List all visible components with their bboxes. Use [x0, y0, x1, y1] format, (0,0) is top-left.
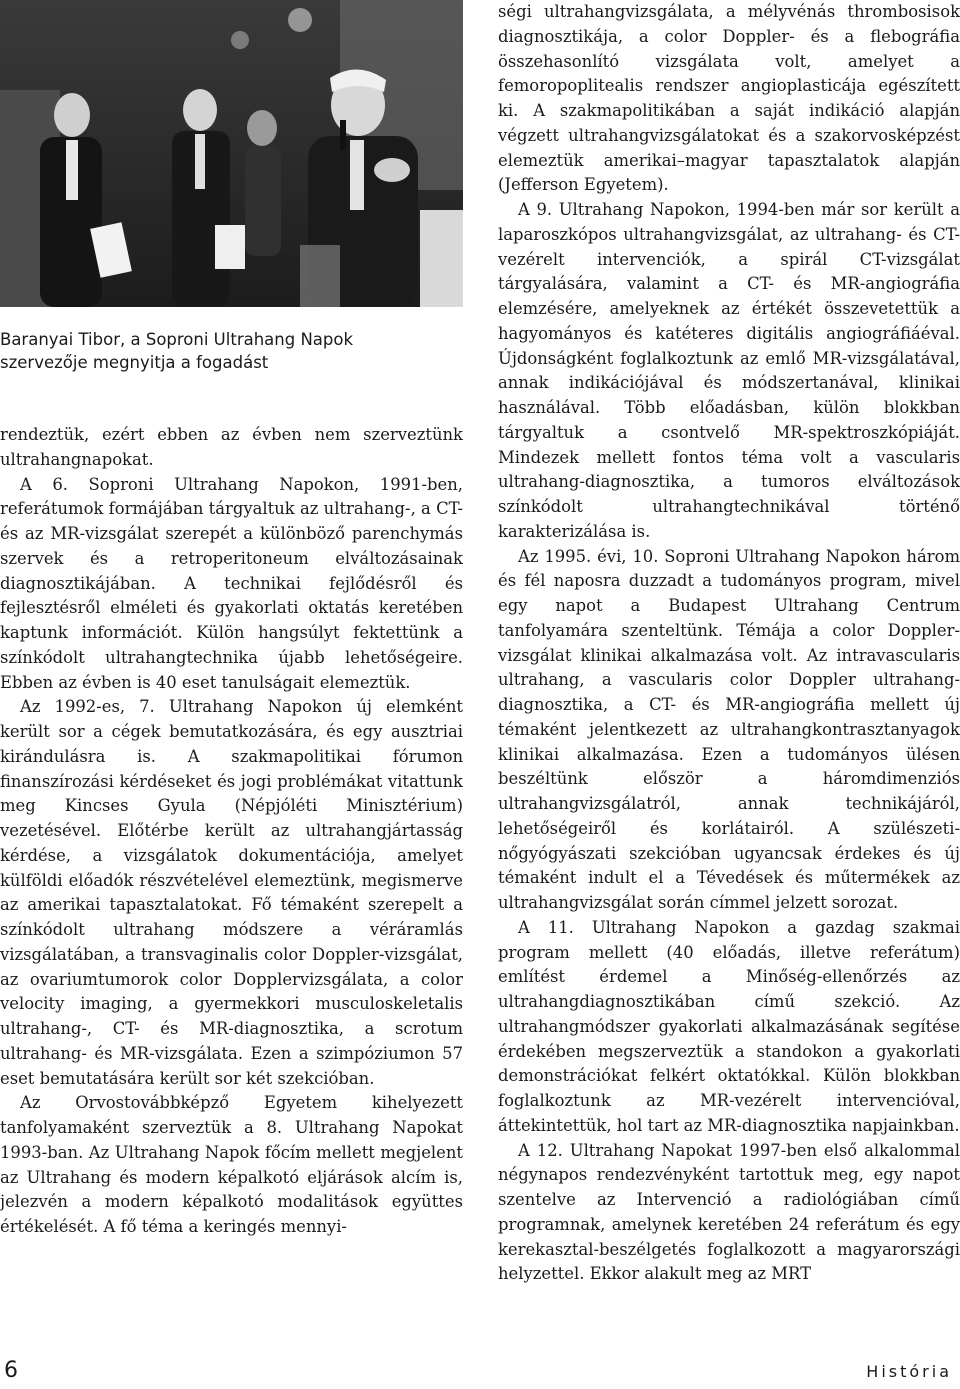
photo-icon — [0, 0, 463, 307]
caption-line-2: szervezője megnyitja a fogadást — [0, 353, 269, 372]
event-photo — [0, 0, 463, 307]
right-text-column — [498, 0, 960, 1287]
running-head: História — [866, 1362, 952, 1381]
page-footer — [0, 1340, 960, 1389]
paragraph: A 12. Ultrahang Napokat 1997-ben első alkalommal négynapos rendezvényként tartottuk meg, egy napot szentelve az Intervenció a radiológiában című programnak, amelynek keretében 24 referátum és egy kerekasztal-beszélgetés foglalkozott a magyarországi helyzettel. Ekkor alakult meg az MRT — [498, 1140, 960, 1284]
paragraph: Az 1995. évi, 10. Soproni Ultrahang Napokon három és fél naposra duzzadt a tudományos program, mivel egy napot a Budapest Ultrahang Centrum tanfolyamára szenteltünk. Témája a color Doppler-vizsgálat klinikai alkalmazása volt. Az intravascularis ultrahang, a vascularis color Doppler ultrahang-diagnosztika, a CT- és MR-angiográfia mellett új témaként jelentkezett az ultrahangkontrasztanyagok klinikai alkalmazása. Ezen a tudományos ülésen beszéltünk először a háromdimenziós ultrahangvizsgálatról, annak technikájáról, lehetőségeiről és korlátairól. A szülészeti-nőgyógyászati szekcióban ugyancsak érdekes és új témaként indult el a Tévedések és műtermékek az ultrahangvizsgálat során címmel jelzett sorozat. — [498, 546, 960, 912]
photo-caption — [0, 328, 463, 374]
paragraph: ségi ultrahangvizsgálata, a mélyvénás thrombosisok diagnosztikája, a color Doppler- és a flebográfia összehasonlító vizsgálata volt, amelyet a femoropoplitealis rendszer angioplasticája egészített ki. A szakmapolitikában a saját indikáció alapján végzett ultrahangvizsgálatokat és a szakorvosképzést elemeztük amerikai–magyar tapasztalatok alapján (Jefferson Egyetem). — [498, 2, 960, 195]
paragraph: Az Orvostovábbképző Egyetem kihelyezett tanfolyamaként szerveztük a 8. Ultrahang Napokat 1993-ban. Az Ultrahang Napok főcím mellett megjelent az Ultrahang és modern képalkotó eljárások alcím is, jelezvén a modern képalkotó modalitások együttes értékelését. A fő téma a keringés mennyi- — [0, 1093, 463, 1236]
paragraph: rendeztük, ezért ebben az évben nem szerveztünk ultrahangnapokat. — [0, 425, 463, 469]
paragraph: A 11. Ultrahang Napokon a gazdag szakmai program mellett (40 előadás, illetve referátum) említést érdemel a Minőség-ellenőrzés az ultrahangdiagnosztikában című szekció. Az ultrahangmódszer gyakorlati alkalmazásának segítése érdekében megszerveztük a standokon a gyakorlati demonstrációkat felkért oktatókkal. Külön blokkban foglalkoztunk az MR-vezérelt intervencióval, áttekintettük, hol tart az MR-diagnosztika napjainkban. — [498, 917, 960, 1135]
paragraph: Az 1992-es, 7. Ultrahang Napokon új elemként került sor a cégek bemutatkozására, és egy ausztriai kirándulásra is. A szakmapolitikai fórumon finanszírozási kérdéseket és jogi problémákat vitattunk meg Kincses Gyula (Népjóléti Minisztérium) vezetésével. Előtérbe került az ultrahangjártasság kérdése, a vizsgálatok dokumentációja, amelyet külföldi előadók részvételével elemeztünk, megismerve az amerikai tapasztalatokat. Fő témaként szerepelt a színkódolt ultrahang módszere a véráramlás vizsgálatában, a transvaginalis color Doppler-vizsgálat, az ovariumtumorok color Dopplervizsgálata, a color velocity imaging, a gyermekkori musculoskeletalis ultrahang-, CT- és MR-diagnosztika, a scrotum ultrahang- és MR-vizsgálata. Ezen a szimpóziumon 57 eset bemutatására került sor két szekcióban. — [0, 697, 463, 1088]
caption-line-1: Baranyai Tibor, a Soproni Ultrahang Napok — [0, 330, 354, 349]
paragraph: A 6. Soproni Ultrahang Napokon, 1991-ben, referátumok formájában tárgyaltuk az ultrahang-, a CT- és az MR-vizsgálat szerepét a különböző parenchymás szervek és a retroperitoneum elváltozásainak diagnosztikájában. A technikai fejlődésről és fejlesztésről elméleti és gyakorlati oktatás keretében kaptunk információt. Külön hangsúlyt fektettünk a színkódolt ultrahangtechnika újabb lehetőségeire. Ebben az évben is 40 eset tanulságait elemeztük. — [0, 474, 463, 692]
paragraph: A 9. Ultrahang Napokon, 1994-ben már sor került a laparoszkópos ultrahangvizsgálat, az ultrahang- és CT-vezérelt intervenciók, a spirál CT-vizsgálat tárgyalására, valamint a CT- és MR-angiográfia elemzésére, amelyeknek az értékét összevetettük a hagyományos és katéteres digitális angiográfiáéval. Újdonságként foglalkoztunk az emlő MR-vizsgálatával, annak indikációjával és módszertanával, klinikai használával. Több előadásban, külön blokkban tárgyaltuk a csontvelő MR-spektroszkópiáját. Mindezek mellett fontos téma volt a vascularis ultrahang-diagnosztika, a tumoros elváltozások színkódolt ultrahangtechnikával történő karakterizálása is. — [498, 200, 960, 541]
left-text-column — [0, 423, 463, 1240]
page-number: 6 — [4, 1358, 18, 1383]
